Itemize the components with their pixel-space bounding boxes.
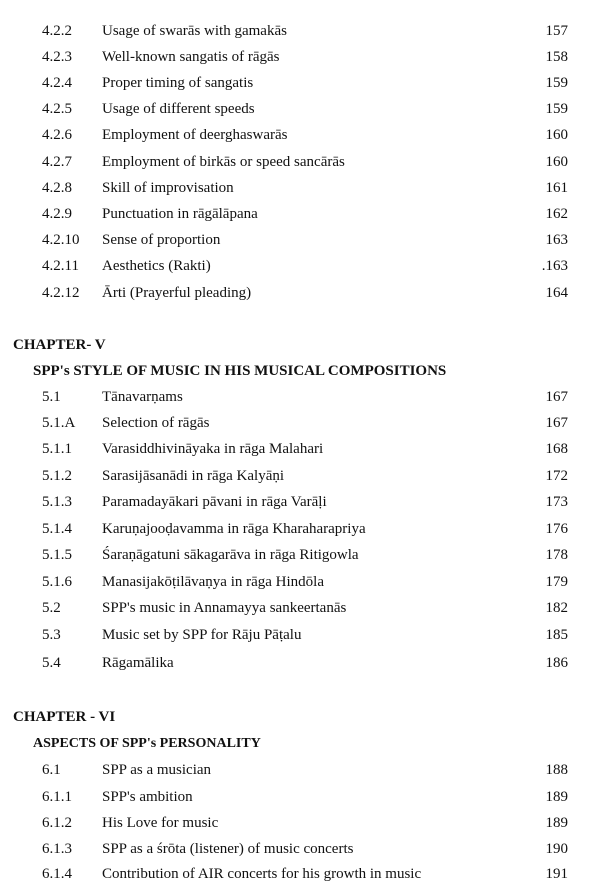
toc-entry bbox=[0, 385, 600, 409]
entry-title: Tānavarṇams bbox=[102, 389, 183, 405]
toc-entry bbox=[0, 45, 600, 69]
entry-page: 185 bbox=[545, 627, 568, 643]
entry-number: 6.1.3 bbox=[42, 841, 72, 857]
toc-entry bbox=[0, 19, 600, 43]
entry-title: Aesthetics (Rakti) bbox=[102, 258, 211, 274]
entry-number: 5.1.2 bbox=[42, 468, 72, 484]
entry-page: 188 bbox=[545, 762, 568, 778]
entry-number: 5.1.6 bbox=[42, 574, 72, 590]
toc-entry bbox=[0, 123, 600, 147]
entry-title: Employment of birkās or speed sancārās bbox=[102, 154, 345, 170]
toc-entry bbox=[0, 543, 600, 567]
entry-number: 4.2.12 bbox=[42, 285, 80, 301]
entry-page: 167 bbox=[545, 415, 568, 431]
entry-page: 168 bbox=[545, 441, 568, 457]
entry-title: Employment of deerghaswarās bbox=[102, 127, 288, 143]
entry-number: 4.2.6 bbox=[42, 127, 72, 143]
entry-title: Proper timing of sangatis bbox=[102, 75, 254, 91]
entry-number: 5.3 bbox=[42, 627, 61, 643]
entry-page: 163 bbox=[545, 232, 568, 248]
entry-number: 5.1.3 bbox=[42, 494, 72, 510]
entry-number: 5.1 bbox=[42, 389, 61, 405]
entry-page: 160 bbox=[545, 154, 568, 170]
toc-entry bbox=[0, 176, 600, 200]
entry-title: Punctuation in rāgālāpana bbox=[102, 206, 258, 222]
toc-entry bbox=[0, 490, 600, 514]
toc-entry bbox=[0, 437, 600, 461]
toc-entry bbox=[0, 811, 600, 835]
entry-number: 5.2 bbox=[42, 600, 61, 616]
entry-page: 160 bbox=[545, 127, 568, 143]
entry-page: 189 bbox=[545, 815, 568, 831]
toc-entry bbox=[0, 281, 600, 305]
entry-number: 6.1 bbox=[42, 762, 61, 778]
toc-entry bbox=[0, 862, 600, 886]
entry-page: 191 bbox=[545, 866, 568, 882]
entry-page: 159 bbox=[545, 101, 568, 117]
entry-page: 161 bbox=[545, 180, 568, 196]
entry-title: SPP as a musician bbox=[102, 762, 212, 778]
entry-page: 162 bbox=[545, 206, 568, 222]
entry-page: 190 bbox=[545, 841, 568, 857]
entry-title: Paramadayākari pāvani in rāga Varāḷi bbox=[102, 494, 327, 510]
entry-number: 4.2.5 bbox=[42, 101, 72, 117]
toc-entry bbox=[0, 570, 600, 594]
entry-page: 178 bbox=[545, 547, 568, 563]
entry-title: His Love for music bbox=[102, 815, 219, 831]
toc-entry bbox=[0, 517, 600, 541]
entry-number: 4.2.10 bbox=[42, 232, 80, 248]
entry-title: Karuṇajooḍavamma in rāga Kharaharapriya bbox=[102, 521, 366, 537]
entry-number: 5.1.A bbox=[42, 415, 76, 431]
toc-entry bbox=[0, 202, 600, 226]
entry-page: 173 bbox=[545, 494, 568, 510]
entry-number: 4.2.11 bbox=[42, 258, 79, 274]
chapter-subtitle: SPP's STYLE OF MUSIC IN HIS MUSICAL COMPOSITIONS bbox=[33, 363, 447, 379]
entry-title: Usage of swarās with gamakās bbox=[102, 23, 287, 39]
entry-number: 4.2.2 bbox=[42, 23, 72, 39]
entry-page: .163 bbox=[541, 258, 568, 274]
toc-entry bbox=[0, 651, 600, 675]
entry-page: 159 bbox=[545, 75, 568, 91]
entry-title: Rāgamālika bbox=[102, 655, 174, 671]
entry-page: 172 bbox=[545, 468, 568, 484]
entry-title: Manasijakōṭilāvaṇya in rāga Hindōla bbox=[102, 574, 325, 590]
entry-number: 6.1.1 bbox=[42, 789, 72, 805]
entry-title: Usage of different speeds bbox=[102, 101, 255, 117]
entry-number: 4.2.4 bbox=[42, 75, 72, 91]
entry-number: 5.1.4 bbox=[42, 521, 72, 537]
entry-title: Sense of proportion bbox=[102, 232, 221, 248]
toc-entry bbox=[0, 758, 600, 782]
toc-entry bbox=[0, 785, 600, 809]
entry-page: 157 bbox=[545, 23, 568, 39]
toc-entry bbox=[0, 228, 600, 252]
entry-title: Śaraṇāgatuni sākagarāva in rāga Ritigowla bbox=[102, 547, 359, 563]
entry-number: 6.1.4 bbox=[42, 866, 72, 882]
entry-title: Sarasijāsanādi in rāga Kalyāṇi bbox=[102, 468, 285, 484]
entry-title: SPP's music in Annamayya sankeertanās bbox=[102, 600, 347, 616]
chapter-subtitle: ASPECTS OF SPP's PERSONALITY bbox=[33, 736, 261, 751]
entry-page: 176 bbox=[545, 521, 568, 537]
entry-page: 164 bbox=[545, 285, 568, 301]
toc-entry bbox=[0, 837, 600, 861]
entry-title: Skill of improvisation bbox=[102, 180, 234, 196]
entry-number: 4.2.9 bbox=[42, 206, 72, 222]
toc-entry bbox=[0, 623, 600, 647]
toc-entry bbox=[0, 71, 600, 95]
entry-page: 186 bbox=[545, 655, 568, 671]
toc-entry bbox=[0, 150, 600, 174]
entry-title: Contribution of AIR concerts for his growth in music bbox=[102, 866, 422, 882]
chapter-heading: CHAPTER - VI bbox=[13, 709, 116, 725]
entry-number: 5.1.1 bbox=[42, 441, 72, 457]
entry-title: SPP as a śrōta (listener) of music concerts bbox=[102, 841, 354, 857]
chapter-heading: CHAPTER- V bbox=[13, 337, 106, 353]
toc-entry bbox=[0, 411, 600, 435]
entry-number: 4.2.8 bbox=[42, 180, 72, 196]
entry-title: Well-known sangatis of rāgās bbox=[102, 49, 280, 65]
toc-entry bbox=[0, 464, 600, 488]
entry-number: 4.2.7 bbox=[42, 154, 72, 170]
entry-number: 5.1.5 bbox=[42, 547, 72, 563]
entry-title: Ārti (Prayerful pleading) bbox=[102, 285, 252, 301]
entry-number: 5.4 bbox=[42, 655, 61, 671]
entry-title: Music set by SPP for Rāju Pāṭalu bbox=[102, 627, 302, 643]
entry-page: 158 bbox=[545, 49, 568, 65]
entry-page: 189 bbox=[545, 789, 568, 805]
toc-entry bbox=[0, 596, 600, 620]
entry-page: 182 bbox=[545, 600, 568, 616]
entry-page: 179 bbox=[545, 574, 568, 590]
toc-entry bbox=[0, 97, 600, 121]
entry-title: Selection of rāgās bbox=[102, 415, 210, 431]
toc-entry bbox=[0, 254, 600, 278]
entry-number: 4.2.3 bbox=[42, 49, 72, 65]
entry-title: Varasiddhivināyaka in rāga Malahari bbox=[102, 441, 324, 457]
entry-number: 6.1.2 bbox=[42, 815, 72, 831]
entry-page: 167 bbox=[545, 389, 568, 405]
entry-title: SPP's ambition bbox=[102, 789, 193, 805]
